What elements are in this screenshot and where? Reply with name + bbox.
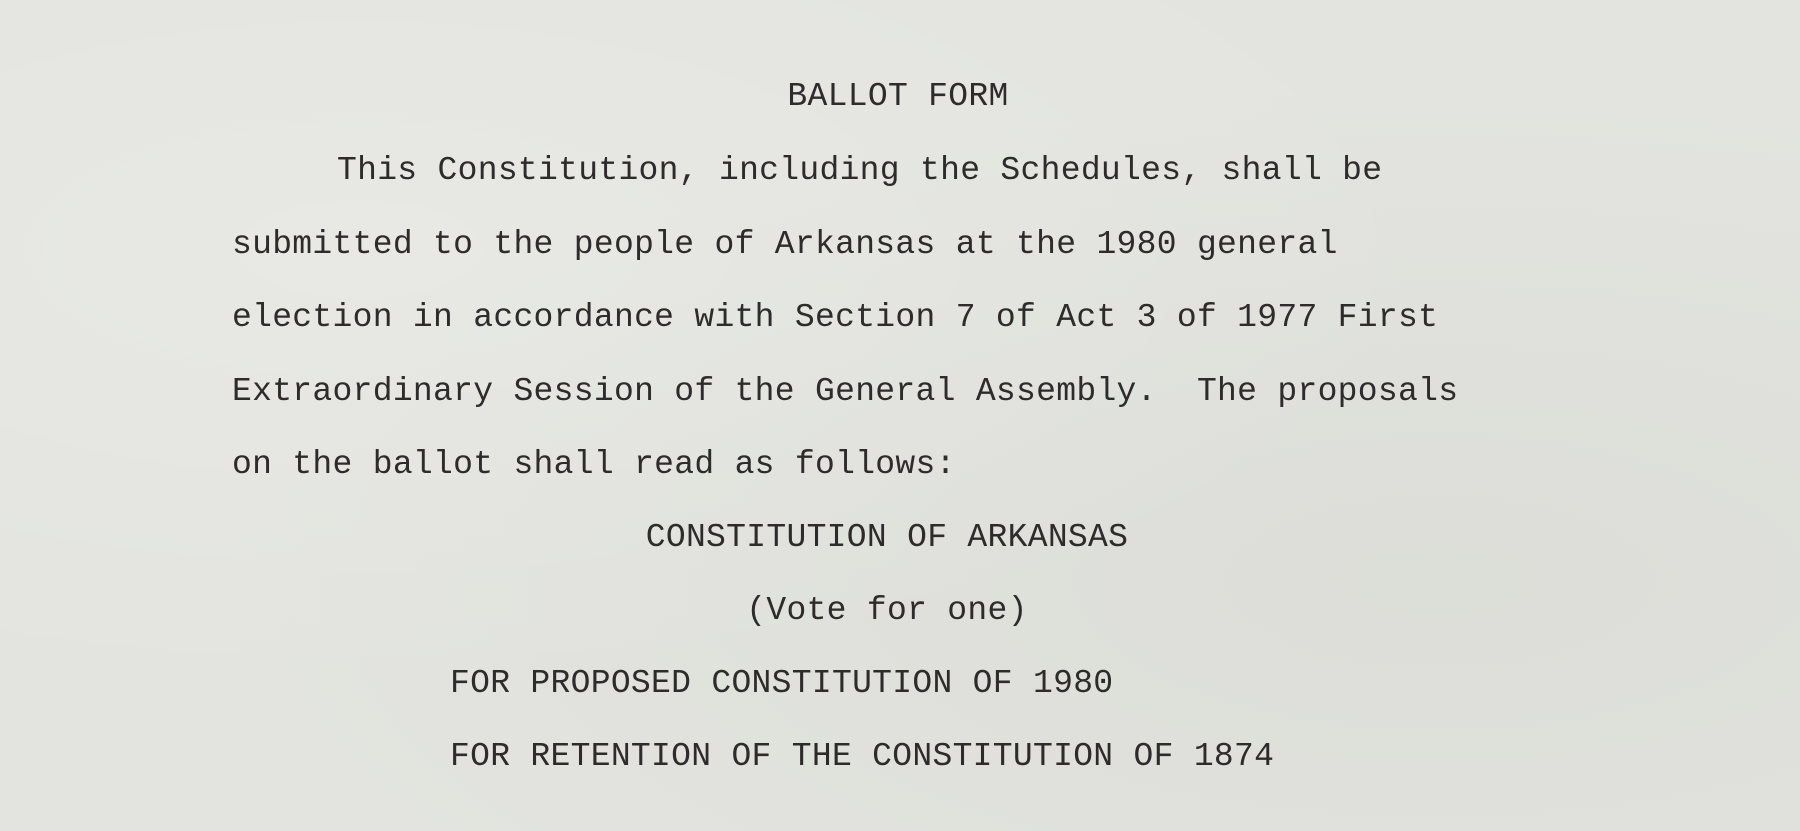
paragraph-line-1: This Constitution, including the Schedules, shall be (337, 152, 1383, 189)
ballot-heading: CONSTITUTION OF ARKANSAS (645, 519, 1129, 556)
ballot-option-retention: FOR RETENTION OF THE CONSTITUTION OF 1874 (450, 738, 1275, 775)
vote-instruction: (Vote for one) (746, 592, 1028, 629)
document-title: BALLOT FORM (787, 78, 1009, 115)
ballot-option-proposed: FOR PROPOSED CONSTITUTION OF 1980 (450, 665, 1114, 702)
paragraph-line-2: submitted to the people of Arkansas at the 1980 general (232, 226, 1338, 263)
paragraph-line-3: election in accordance with Section 7 of Act 3 of 1977 First (232, 299, 1439, 336)
paragraph-line-4: Extraordinary Session of the General Assembly. The proposals (232, 373, 1459, 410)
paragraph-line-5: on the ballot shall read as follows: (232, 446, 956, 483)
